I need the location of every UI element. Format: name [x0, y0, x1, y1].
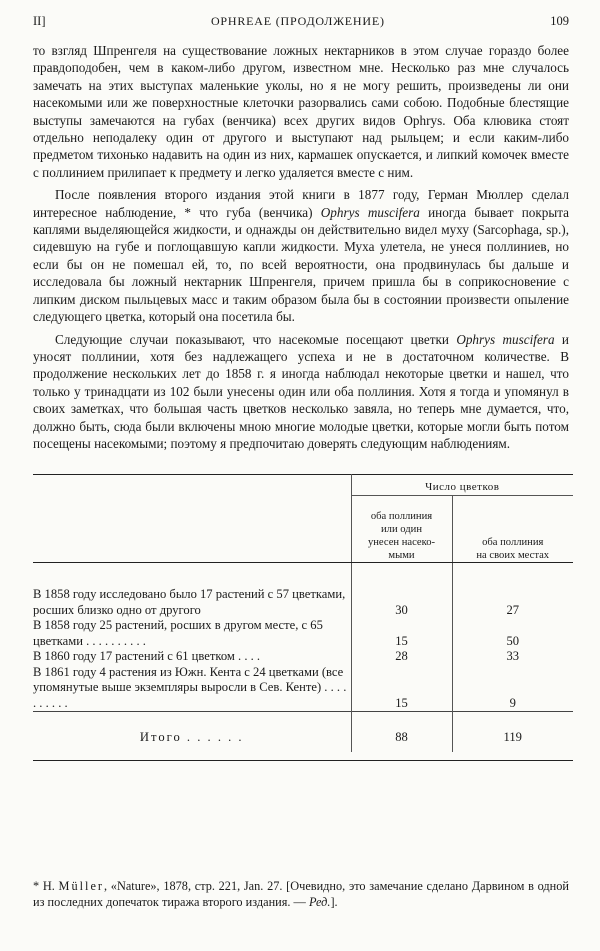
page-number: 109 — [550, 14, 569, 28]
flower-count-table — [33, 474, 573, 761]
header-line: или один — [381, 524, 422, 536]
footnote — [33, 878, 569, 910]
paragraph-text: и уносят поллинии, хотя без надлежащего успеха и не в достаточном количестве. В продолжение нескольких лет до 1858 г. я иногда наблюдал некоторые цветки и нашел, что только у тринадцати из 102 были унесены один или оба поллиния. Хотя я тогда и упомянул в своих заметках, что большая часть цветков несколько завяла, но теперь мне думается, что, должно быть, сюда были включены мною многие молодые цветки, которые могли быть потом посещены насекомыми; поэтому я предпочитаю доверять следующим наблюдениям. — [33, 331, 569, 451]
cell-removed: 28 — [351, 649, 452, 665]
cell-removed: 30 — [351, 563, 452, 619]
table-stub-header — [33, 475, 351, 563]
cell-in-place: 50 — [452, 618, 573, 649]
total-label: Итого . . . . . . — [33, 712, 351, 752]
table-row — [33, 665, 573, 712]
cell-removed: 15 — [351, 665, 452, 712]
row-label: В 1861 году 4 растения из Южн. Кента с 24 цветками (все упомянутые выше экземпляры выросли в Сев. Кенте) . . . . . . . . . . — [33, 664, 347, 710]
footnote-text: , «Nature», 1878, стр. 221, Jan. 27. [Очевидно, это замечание сделано Дарвином в одной из последних допечаток тиража второго издания. — — [33, 879, 569, 909]
total-in-place: 119 — [452, 712, 573, 752]
column-header-in-place — [452, 496, 573, 563]
paragraph-text: После появления второго издания этой книги в 1877 году, Герман Мюллер сделал интересное наблюдение, * что губа (венчика) — [33, 187, 569, 220]
footnote-author: Müller — [58, 879, 105, 893]
running-header — [33, 14, 569, 34]
row-label: В 1858 году исследовано было 17 растений с 57 цветками, росших близко одно от другого — [33, 587, 346, 617]
cell-in-place: 33 — [452, 649, 573, 665]
paragraph-text: иногда бывает покрыта каплями выделяющейся жидкости, и однажды он действительно видел муху (Sarcophaga, sp.), сидевшую на губе и поглощавшую капли жидкости. Муха улетела, не унеся поллиниев, но если бы он не помешал ей, то, по всей вероятности, она продвинулась бы дальше и исследовала бы ложный нектарник Шпренгеля, причем пришла бы в соприкосновение с липким диском пыльцевых масс и таким образом была бы в состоянии произвести опыление следующего цветка, который она посетила бы. — [33, 204, 569, 325]
row-label: В 1860 году 17 растений с 61 цветком . . . . — [33, 649, 261, 664]
table-total-row — [33, 712, 573, 752]
total-removed: 88 — [351, 712, 452, 752]
header-line: на своих местах — [476, 550, 550, 562]
header-line: оба поллиния — [482, 537, 544, 549]
column-header-removed — [351, 496, 452, 563]
running-title: OPHREAE (ПРОДОЛЖЕНИЕ) — [210, 14, 385, 28]
table-group-header: Число цветков — [351, 475, 573, 496]
chapter-marker: II] — [33, 14, 46, 28]
cell-in-place: 9 — [452, 665, 573, 712]
paragraph-3 — [33, 331, 569, 453]
header-line: мыми — [388, 550, 415, 562]
paragraph-1 — [33, 42, 569, 181]
cell-in-place: 27 — [452, 563, 573, 619]
paragraph-text: Следующие случаи показывают, что насекомые посещают цветки — [55, 331, 457, 347]
table-row — [33, 649, 573, 665]
table-row — [33, 563, 573, 619]
body-text — [33, 42, 569, 452]
header-line: унесен насеко- — [367, 537, 436, 549]
cell-removed: 15 — [351, 618, 452, 649]
footnote-marker: * Н. — [33, 879, 55, 893]
footnote-end: ]. — [330, 895, 338, 909]
paragraph-2 — [33, 186, 569, 325]
row-label: В 1858 году 25 растений, росших в другом месте, с 65 цветками . . . . . . . . . . — [33, 618, 323, 648]
species-name: Ophrys muscifera — [320, 204, 420, 220]
species-name: Ophrys muscifera — [456, 331, 555, 347]
paragraph-text: то взгляд Шпренгеля на существование ложных нектарников в этом случае гораздо более правдоподобен, чем в каком-либо другом, известном мне. Несколько раз мне случалось замечать на этих выступах маленькие уколы, но я не могу решить, произведены ли они насекомыми или же поверхностные клеточки разорвались сами собою. Подобные блестящие выступы замечаются на губах (венчика) всех других видов Ophrys. Оба клювика стоят отдельно неподалеку один от другого и выступают над рыльцем; и если каким-либо предметом тихонько надавить на один из них, кармашек опускается, и липкий комочек вместе с поллинием прилипает к предмету и легко удаляется вместе с ним. — [33, 43, 569, 180]
table-row — [33, 618, 573, 649]
footnote-editor: Ред. — [308, 895, 331, 909]
header-line: оба поллиния — [370, 511, 433, 523]
